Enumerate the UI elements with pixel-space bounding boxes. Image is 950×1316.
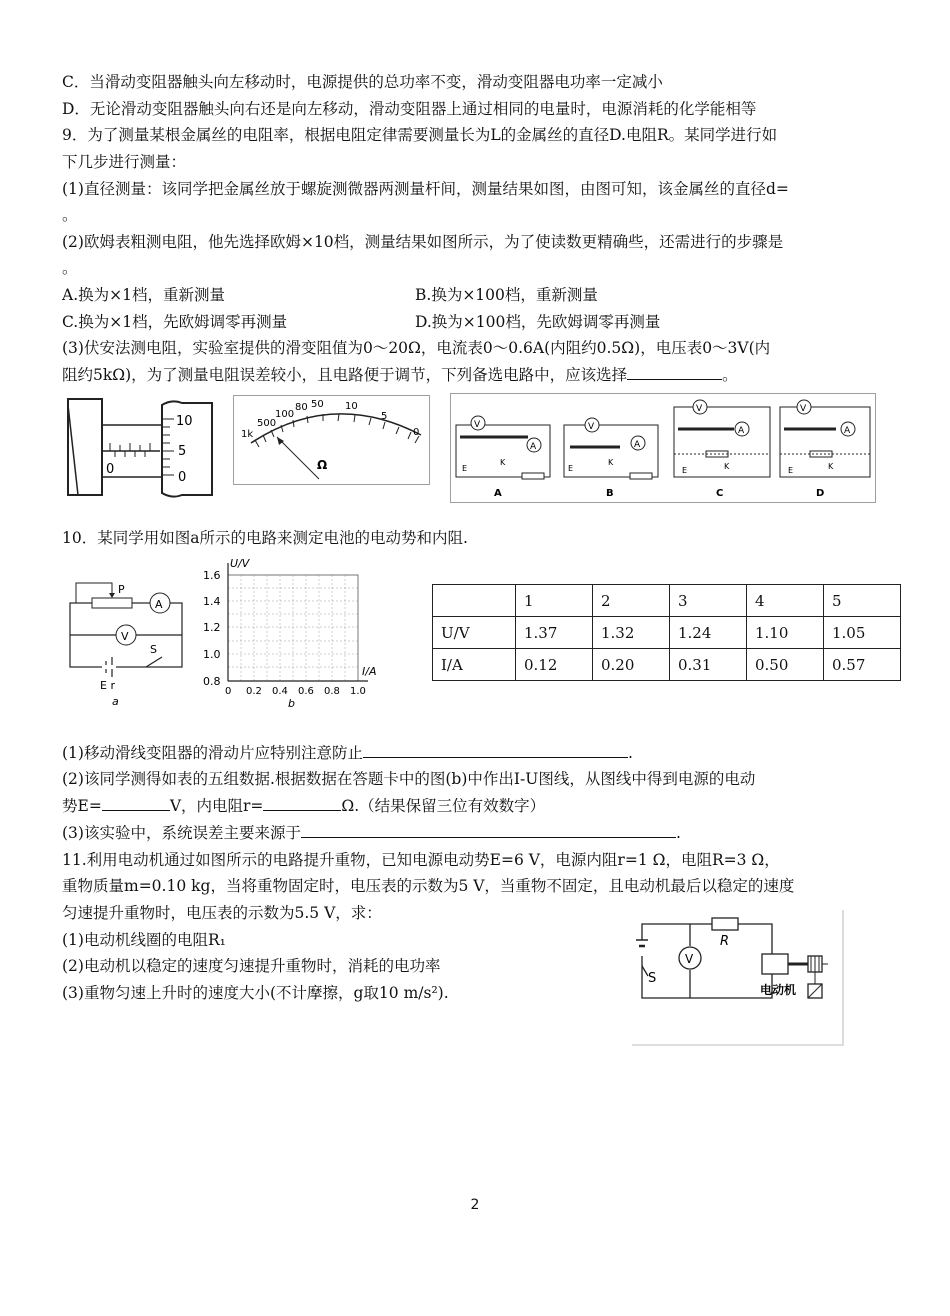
ammeter-d-label: A [844, 426, 851, 436]
q10-part3-text: (3)该实验中，系统误差主要来源于 [62, 824, 301, 842]
q10-part3-end: . [675, 824, 681, 842]
answer-blank [263, 796, 341, 811]
svg-text:V: V [588, 422, 595, 432]
ohm-tick-500: 500 [257, 418, 277, 429]
table-row [433, 617, 901, 649]
table-cell: 1.32 [593, 617, 670, 649]
ammeter-b-label: A [634, 440, 641, 450]
voltmeter-label-11: V [685, 952, 694, 966]
thimble-label-0: 0 [178, 470, 187, 485]
q9-part2-end: 。 [62, 259, 78, 277]
main-scale-zero: 0 [106, 462, 115, 477]
q10-figure [62, 553, 388, 718]
circuit-d-label: D [816, 488, 825, 499]
emf-a: E [462, 464, 468, 473]
table-cell: 0.12 [516, 649, 593, 681]
switch-d: K [828, 462, 834, 471]
figure-b-caption: b [288, 697, 295, 710]
circuit-c-label: C [716, 488, 724, 499]
battery-label: E r [100, 679, 115, 692]
table-cell: 0.31 [670, 649, 747, 681]
option-c-q8: C．当滑动变阻器触头向左移动时，电源提供的总功率不变，滑动变阻器电功率一定减小 [62, 73, 663, 91]
q9-part3-text: 阻约5kΩ)，为了测量电阻误差较小，且电路便于调节，下列备选电路中，应该选择 [62, 366, 628, 384]
graph-ylabel: U/V [230, 557, 250, 570]
question-9-stem: 9．为了测量某根金属丝的电阻率，根据电阻定律需要测量长为L的金属丝的直径D.电阻R。某同学进行如 [62, 126, 778, 144]
svg-text:V: V [800, 404, 807, 414]
table-cell: U/V [433, 617, 516, 649]
figure-a-caption: a [112, 695, 119, 708]
table-cell: 0.50 [747, 649, 824, 681]
circuit-b-label: B [606, 488, 614, 499]
answer-blank [301, 823, 676, 838]
circuit-a-label: A [494, 488, 502, 499]
q10-part2: (2)该同学测得如表的五组数据.根据数据在答题卡中的图(b)中作出I-U图线，从图线中得到电源的电动 [62, 770, 756, 788]
ohm-tick-5: 5 [381, 411, 388, 422]
ohm-unit-label: Ω [317, 458, 328, 472]
ohmmeter-figure [233, 395, 430, 485]
table-cell: 1.10 [747, 617, 824, 649]
ohm-tick-10: 10 [345, 401, 358, 412]
ohm-tick-100: 100 [275, 409, 295, 420]
slider-p-label: P [118, 583, 125, 596]
q11-part2: (2)电动机以稳定的速度匀速提升重物时，消耗的电功率 [62, 957, 441, 975]
q9-part3-end: 。 [722, 366, 738, 384]
table-cell: 2 [593, 585, 670, 617]
q11-part3: (3)重物匀速上升时的速度大小(不计摩擦，g取10 m/s²). [62, 984, 449, 1002]
table-row [433, 649, 901, 681]
table-cell: 3 [670, 585, 747, 617]
ohm-tick-0: 0 [413, 427, 420, 438]
micrometer-figure [62, 395, 220, 503]
switch-a: K [500, 458, 506, 467]
q9-part2: (2)欧姆表粗测电阻，他先选择欧姆×10档，测量结果如图所示，为了使读数更精确些，还需进行的步骤是 [62, 233, 784, 251]
resistance-text: V，内电阻r= [169, 797, 264, 815]
y-tick-1-4: 1.4 [203, 595, 221, 608]
ohm-tick-50: 50 [311, 399, 324, 410]
thimble-label-10: 10 [176, 414, 193, 429]
switch-b: K [608, 458, 614, 467]
q10-part1-end: . [627, 744, 633, 762]
x-tick-0-4: 0.4 [272, 686, 288, 697]
q10-part3 [62, 823, 681, 843]
table-cell: 1.24 [670, 617, 747, 649]
q9-option-d: D.换为×100档，先欧姆调零再测量 [415, 313, 661, 331]
emf-d: E [788, 466, 794, 475]
page-number: 2 [470, 1197, 480, 1213]
question-11-stem: 11.利用电动机通过如图所示的电路提升重物，已知电源电动势E=6 V，电源内阻r=1 Ω，电阻R=3 Ω， [62, 851, 780, 869]
q9-part1: (1)直径测量：该同学把金属丝放于螺旋测微器两测量杆间，测量结果如图，由图可知，该金属丝的直径d= [62, 180, 789, 198]
y-tick-1-2: 1.2 [203, 621, 221, 634]
table-header-row [433, 585, 901, 617]
resistor-r-label: R [720, 934, 730, 949]
circuit-options-figure [450, 393, 876, 503]
question-11-stem-cont2: 匀速提升重物时，电压表的示数为5.5 V，求： [62, 904, 382, 922]
emf-b: E [568, 464, 574, 473]
option-d-q8: D．无论滑动变阻器触头向右还是向左移动，滑动变阻器上通过相同的电量时，电源消耗的化学能相等 [62, 100, 757, 118]
question-10-stem: 10．某同学用如图a所示的电路来测定电池的电动势和内阻. [62, 529, 468, 547]
ammeter-a-label: A [530, 442, 537, 452]
x-tick-0: 0 [225, 686, 232, 697]
question-11-stem-cont: 重物质量m=0.10 kg，当将重物固定时，电压表的示数为5 V，当重物不固定，且电动机最后以稳定的速度 [62, 877, 795, 895]
voltmeter-label: V [121, 630, 129, 643]
q10-part2-cont [62, 796, 545, 816]
switch-s-label: S [150, 643, 157, 656]
table-cell [433, 585, 516, 617]
data-table [432, 584, 901, 681]
x-tick-0-2: 0.2 [246, 686, 262, 697]
y-tick-0-8: 0.8 [203, 675, 221, 688]
x-tick-1-0: 1.0 [350, 686, 366, 697]
q9-part3-cont [62, 365, 738, 385]
motor-label: 电动机 [760, 983, 797, 997]
table-cell: I/A [433, 649, 516, 681]
q9-option-b: B.换为×100档，重新测量 [415, 286, 598, 304]
q9-option-c: C.换为×1档，先欧姆调零再测量 [62, 313, 288, 331]
precision-note: Ω.（结果保留三位有效数字） [341, 797, 546, 815]
q9-part1-end: 。 [62, 206, 78, 224]
table-cell: 5 [824, 585, 901, 617]
thimble-label-5: 5 [178, 444, 187, 459]
answer-blank [102, 796, 170, 811]
switch-c: K [724, 462, 730, 471]
motor-circuit-figure [632, 910, 844, 1046]
table-cell: 1.37 [516, 617, 593, 649]
emf-c: E [682, 466, 688, 475]
q10-part1 [62, 743, 633, 763]
x-tick-0-6: 0.6 [298, 686, 314, 697]
svg-text:V: V [474, 420, 481, 430]
answer-blank [627, 365, 722, 380]
x-tick-0-8: 0.8 [324, 686, 340, 697]
question-9-stem-cont: 下几步进行测量： [62, 153, 187, 171]
ohm-tick-1k: 1k [241, 429, 254, 440]
y-tick-1-6: 1.6 [203, 569, 221, 582]
q9-part3: (3)伏安法测电阻，实验室提供的滑变阻值为0～20Ω，电流表0～0.6A(内阻约0.5Ω)，电压表0～3V(内 [62, 339, 771, 357]
graph-xlabel: I/A [362, 665, 377, 678]
table-cell: 0.57 [824, 649, 901, 681]
q11-part1: (1)电动机线圈的电阻R₁ [62, 931, 226, 949]
q10-part1-text: (1)移动滑线变阻器的滑动片应特别注意防止 [62, 744, 363, 762]
ammeter-c-label: A [738, 426, 745, 436]
ammeter-label: A [155, 598, 163, 611]
switch-s-label-11: S [648, 971, 657, 986]
answer-blank [363, 743, 628, 758]
q9-option-a: A.换为×1档，重新测量 [62, 286, 225, 304]
table-cell: 0.20 [593, 649, 670, 681]
table-cell: 1 [516, 585, 593, 617]
svg-text:V: V [696, 404, 703, 414]
ohm-tick-80: 80 [295, 402, 308, 413]
table-cell: 4 [747, 585, 824, 617]
table-cell: 1.05 [824, 617, 901, 649]
emf-text: 势E= [62, 797, 102, 815]
y-tick-1-0: 1.0 [203, 648, 221, 661]
